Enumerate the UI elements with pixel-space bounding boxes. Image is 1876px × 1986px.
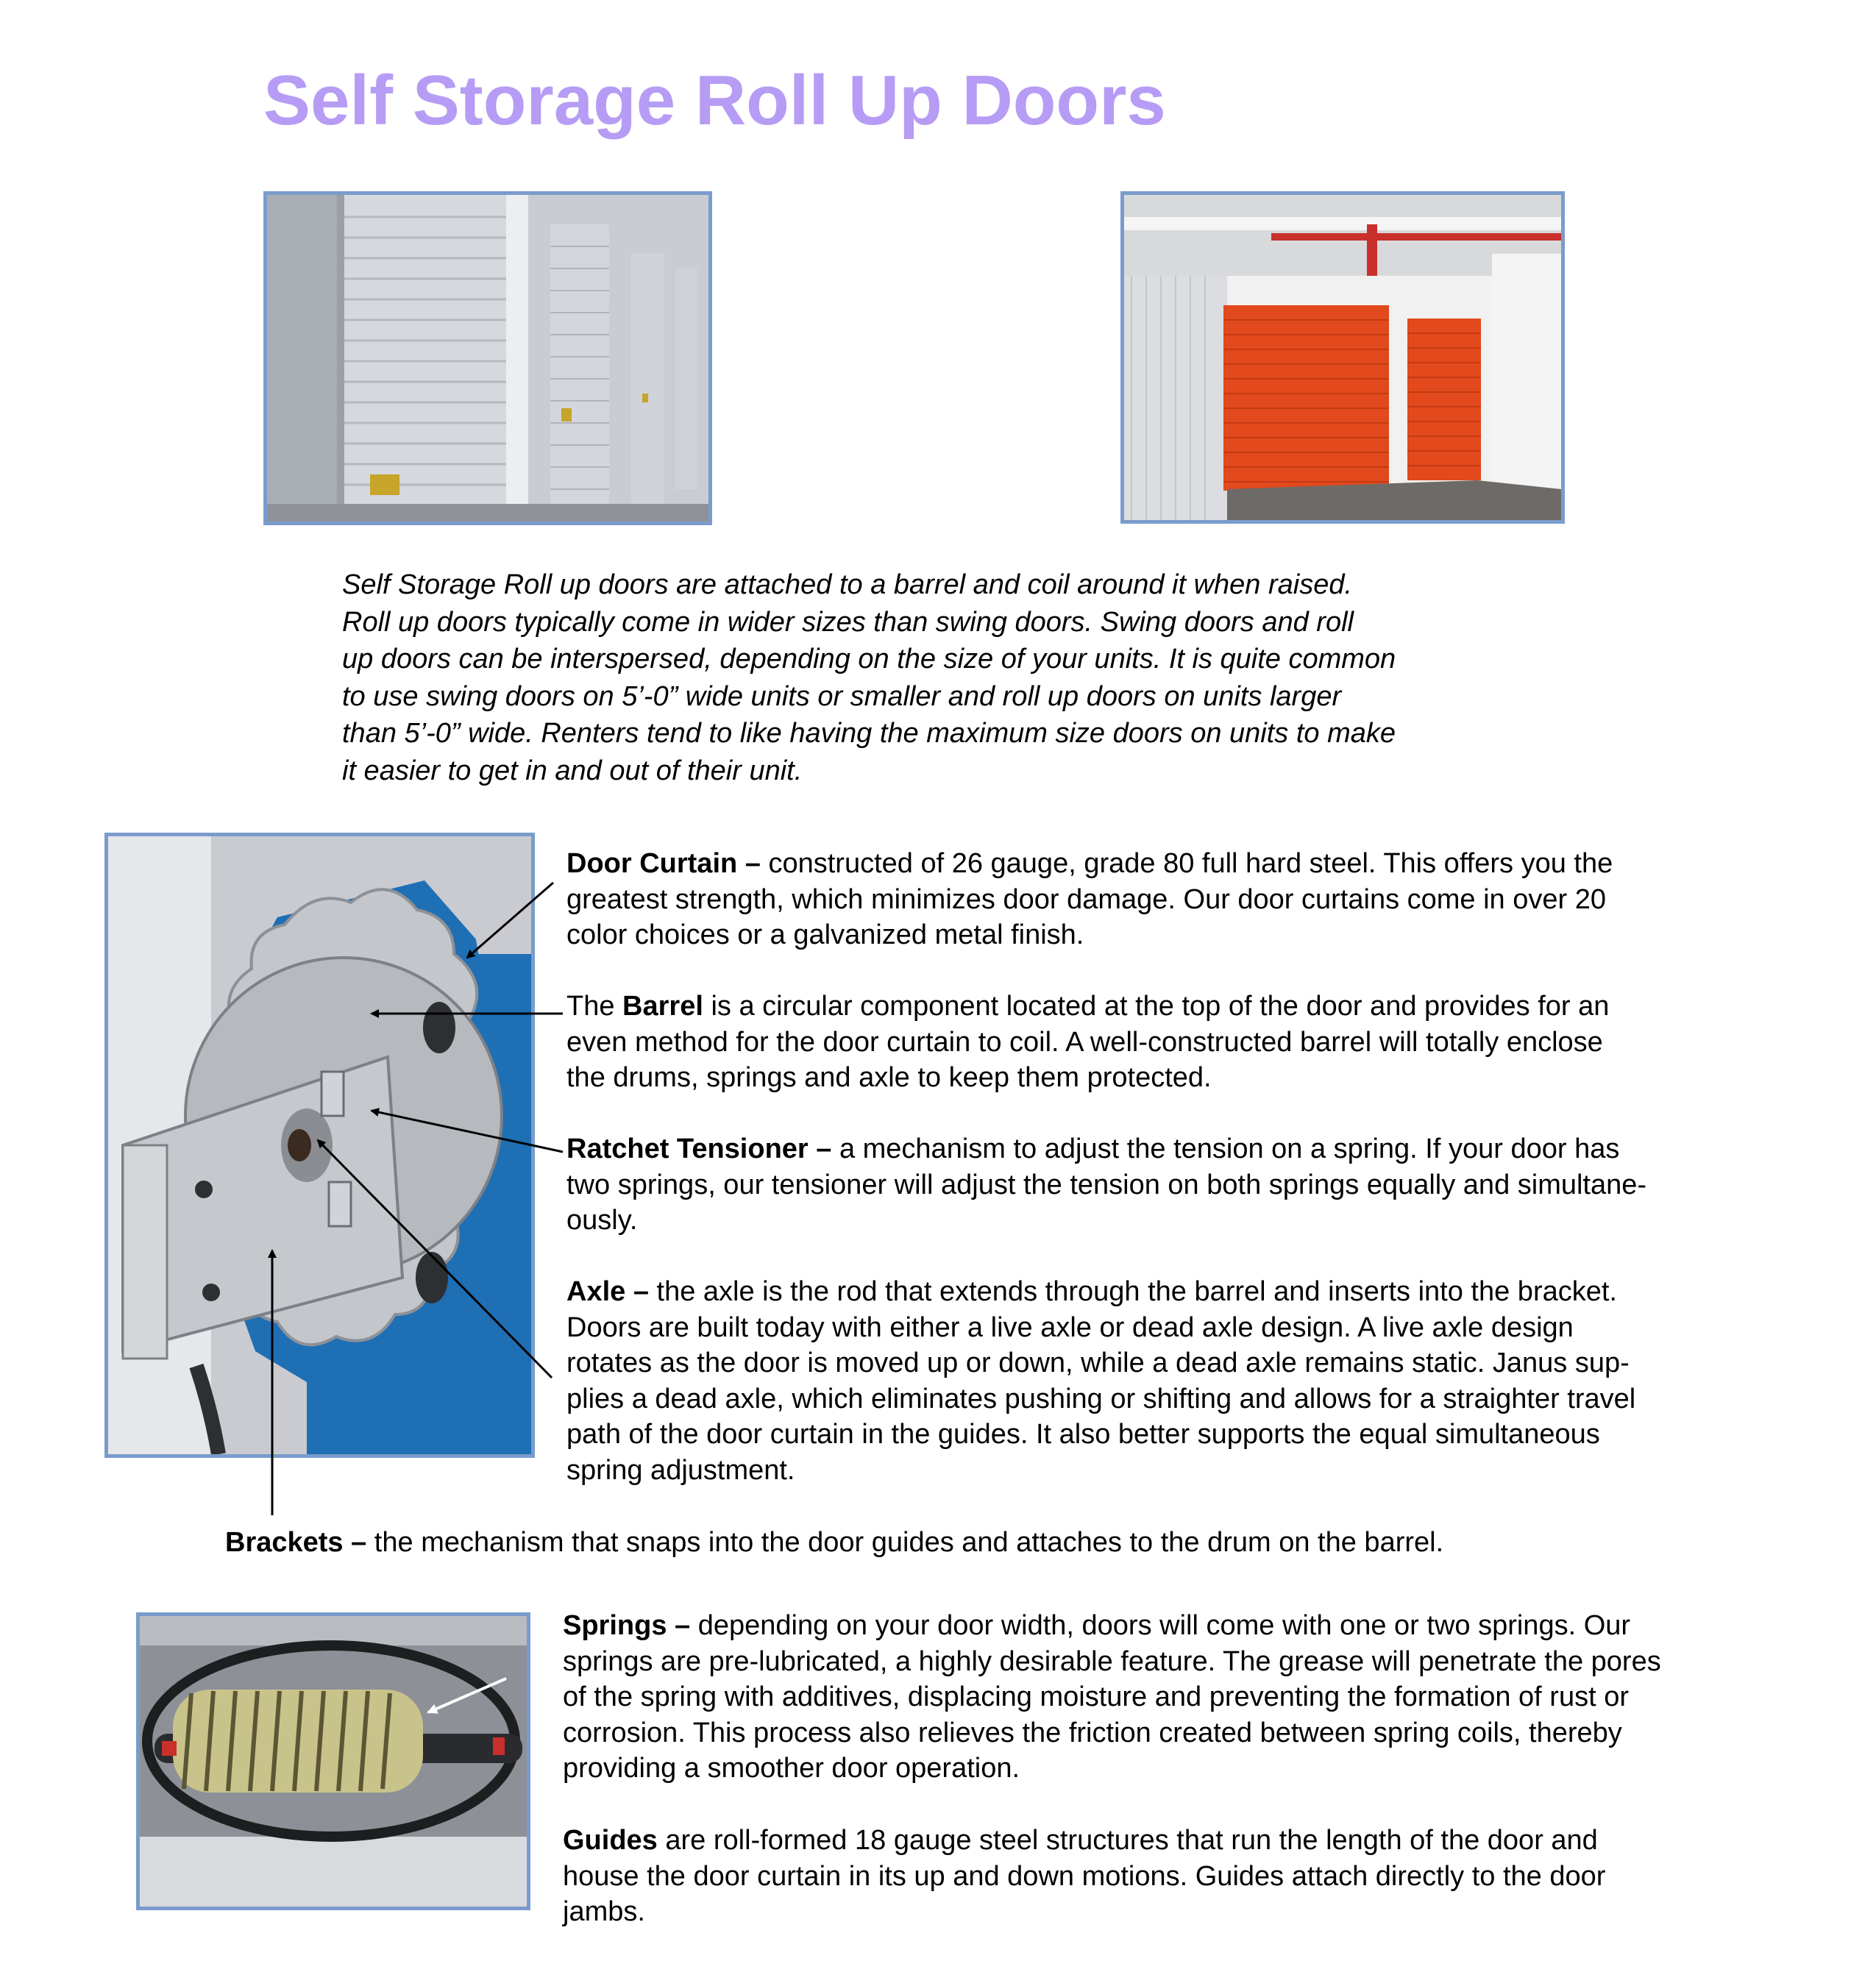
orange-roll-up-doors-photo bbox=[1120, 191, 1565, 524]
description-line: the axle is the rod that extends through the barrel and inserts into the bracket. bbox=[648, 1276, 1617, 1307]
brackets-term: Brackets – bbox=[225, 1527, 367, 1558]
door-curtain-description bbox=[566, 846, 1613, 953]
description-line: providing a smoother door operation. bbox=[563, 1753, 1020, 1784]
description-line: greatest strength, which minimizes door damage. Our door curtains come in over 20 bbox=[566, 883, 1606, 915]
description-line: of the spring with additives, displacing moisture and preventing the formation of rust or bbox=[563, 1681, 1629, 1712]
ratchet-tensioner-term: Ratchet Tensioner – bbox=[566, 1133, 832, 1164]
intro-line: up doors can be interspersed, depending on the size of your units. It is quite common bbox=[342, 644, 1396, 675]
intro-paragraph bbox=[342, 566, 1556, 789]
description-line: Doors are built today with either a live axle or dead axle design. A live axle design bbox=[566, 1311, 1574, 1343]
ratchet-tensioner-description bbox=[566, 1131, 1646, 1239]
description-line: ously. bbox=[566, 1205, 638, 1236]
intro-line: than 5’-0” wide. Renters tend to like having the maximum size doors on units to make bbox=[342, 718, 1396, 749]
door-curtain-term: Door Curtain – bbox=[566, 848, 761, 879]
description-line: house the door curtain in its up and down motions. Guides attach directly to the door bbox=[563, 1860, 1606, 1892]
description-line: are roll-formed 18 gauge steel structures that run the length of the door and bbox=[657, 1825, 1598, 1856]
description-line: rotates as the door is moved up or down, while a dead axle remains static. Janus sup- bbox=[566, 1348, 1630, 1378]
brackets-description bbox=[225, 1525, 1443, 1561]
description-line: even method for the door curtain to coil. A well-constructed barrel will totally enclose bbox=[566, 1026, 1603, 1058]
spring-photo bbox=[136, 1612, 530, 1910]
intro-line: Roll up doors typically come in wider sizes than swing doors. Swing doors and roll bbox=[342, 606, 1354, 638]
description-line: the mechanism that snaps into the door guides and attaches to the drum on the barrel. bbox=[366, 1527, 1444, 1558]
description-line: spring adjustment. bbox=[566, 1454, 795, 1486]
description-line: path of the door curtain in the guides. It also better supports the equal simultaneous bbox=[566, 1419, 1600, 1450]
description-line: springs are pre-lubricated, a highly desirable feature. The grease will penetrate the pores bbox=[563, 1645, 1661, 1677]
guides-term: Guides bbox=[563, 1825, 658, 1856]
guides-description bbox=[563, 1823, 1605, 1930]
description-line: jambs. bbox=[563, 1896, 645, 1927]
springs-term: Springs – bbox=[563, 1610, 691, 1641]
barrel-term: Barrel bbox=[622, 991, 703, 1022]
white-roll-up-doors-photo bbox=[263, 191, 712, 525]
intro-line: to use swing doors on 5’-0” wide units or smaller and roll up doors on units larger bbox=[342, 680, 1342, 712]
description-line: constructed of 26 gauge, grade 80 full hard steel. This offers you the bbox=[760, 848, 1613, 879]
barrel-mechanism-photo bbox=[104, 833, 535, 1458]
description-line: the drums, springs and axle to keep them protected. bbox=[566, 1062, 1212, 1093]
axle-description bbox=[566, 1274, 1635, 1488]
description-line: plies a dead axle, which eliminates pushing or shifting and allows for a straighter travel bbox=[566, 1383, 1636, 1414]
description-line: a mechanism to adjust the tension on a spring. If your door has bbox=[831, 1133, 1620, 1164]
description-line: is a circular component located at the top of the door and provides for an bbox=[703, 991, 1610, 1022]
description-line: corrosion. This process also relieves the friction created between spring coils, thereby bbox=[563, 1717, 1622, 1748]
description-line: two springs, our tensioner will adjust the tension on both springs equally and simultane- bbox=[566, 1169, 1647, 1200]
axle-term: Axle – bbox=[566, 1276, 649, 1307]
intro-line: it easier to get in and out of their unit. bbox=[342, 755, 803, 786]
barrel-description bbox=[566, 989, 1609, 1096]
description-line: color choices or a galvanized metal finish. bbox=[566, 919, 1084, 950]
barrel-prefix: The bbox=[566, 991, 623, 1022]
description-line: depending on your door width, doors will come with one or two springs. Our bbox=[690, 1610, 1631, 1641]
springs-description bbox=[563, 1608, 1661, 1787]
intro-line: Self Storage Roll up doors are attached to a barrel and coil around it when raised. bbox=[342, 569, 1353, 600]
page-title: Self Storage Roll Up Doors bbox=[263, 61, 1166, 140]
